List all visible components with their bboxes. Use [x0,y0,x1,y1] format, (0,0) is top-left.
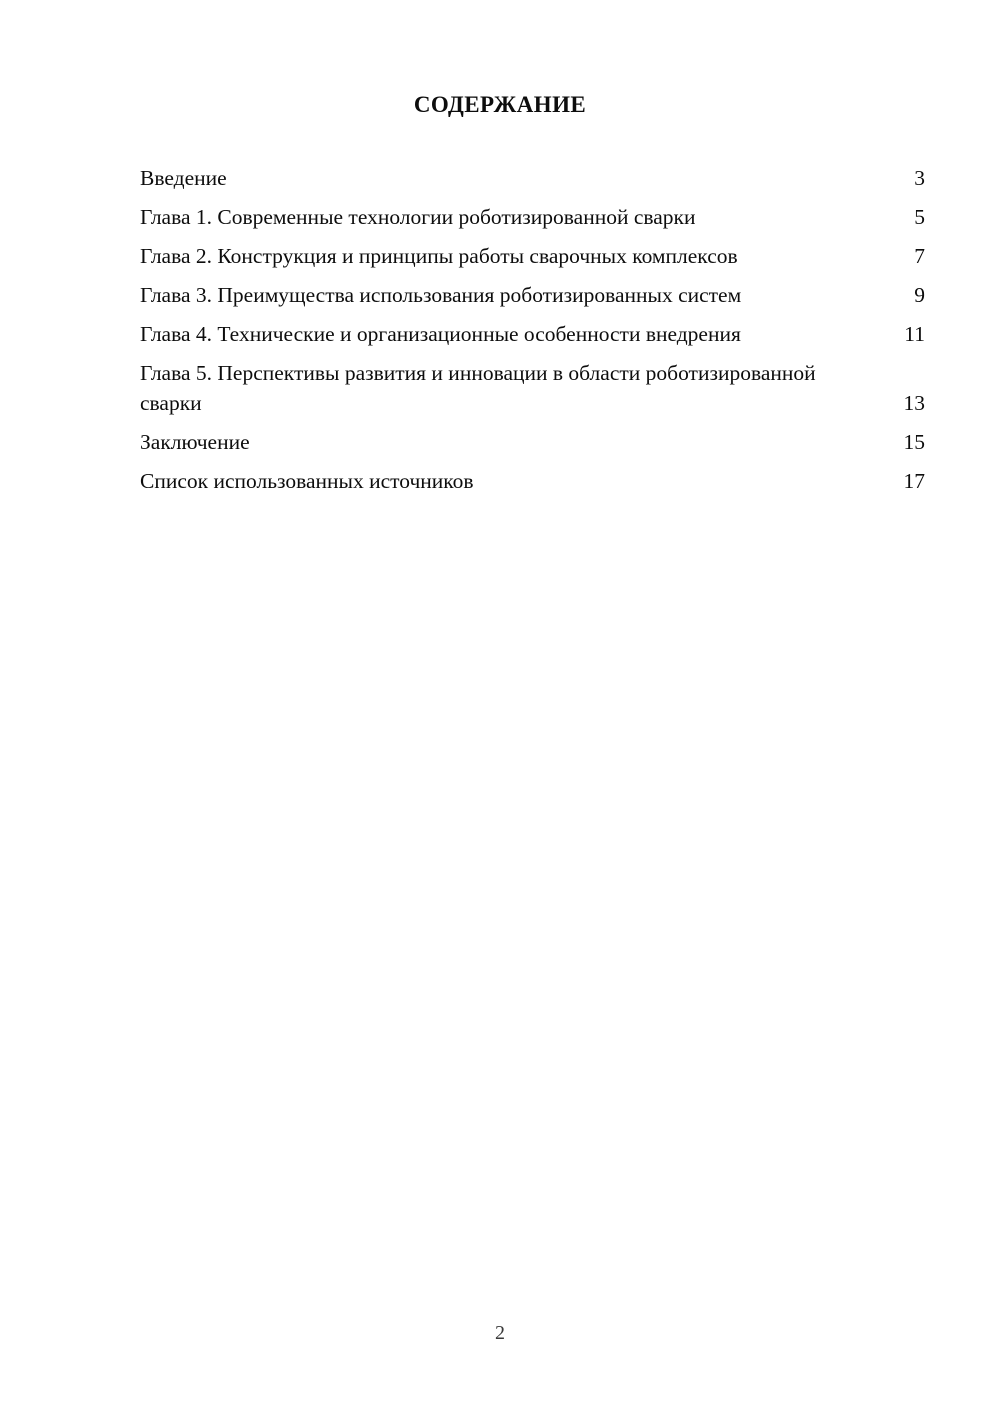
toc-entry-page: 3 [914,166,925,190]
toc-entry[interactable] [140,280,925,310]
toc-entry-label: Глава 3. Преимущества использования роботизированных систем [140,283,742,307]
toc-entry-label: Глава 4. Технические и организационные особенности внедрения [140,322,741,346]
toc-entry[interactable] [140,319,925,349]
toc-entry-page: 9 [914,283,925,307]
page-title: СОДЕРЖАНИЕ [413,92,587,117]
toc-entry-label: Заключение [140,430,250,454]
page-footer-number: 2 [495,1322,505,1344]
toc-entry-label: Глава 1. Современные технологии роботизированной сварки [140,205,696,229]
toc-entry-page: 11 [904,322,925,346]
toc-entry-page: 15 [903,430,925,454]
toc-entry-label: Список использованных источников [140,469,474,493]
toc-entry-page: 13 [903,391,925,415]
toc-entry-page: 5 [914,205,925,229]
toc-entry-page: 7 [914,244,925,268]
toc-entry-label: Глава 5. Перспективы развития и инновации в области роботизированной сварки [140,361,816,415]
toc-entry-label: Введение [140,166,227,190]
toc-entry[interactable] [140,241,925,271]
table-of-contents [140,163,925,505]
toc-entry[interactable] [140,466,925,496]
toc-entry[interactable] [140,202,925,232]
toc-entry[interactable] [140,358,925,418]
toc-entry-page: 17 [903,469,925,493]
toc-entry[interactable] [140,427,925,457]
toc-entry-label: Глава 2. Конструкция и принципы работы сварочных комплексов [140,244,738,268]
toc-entry[interactable] [140,163,925,193]
